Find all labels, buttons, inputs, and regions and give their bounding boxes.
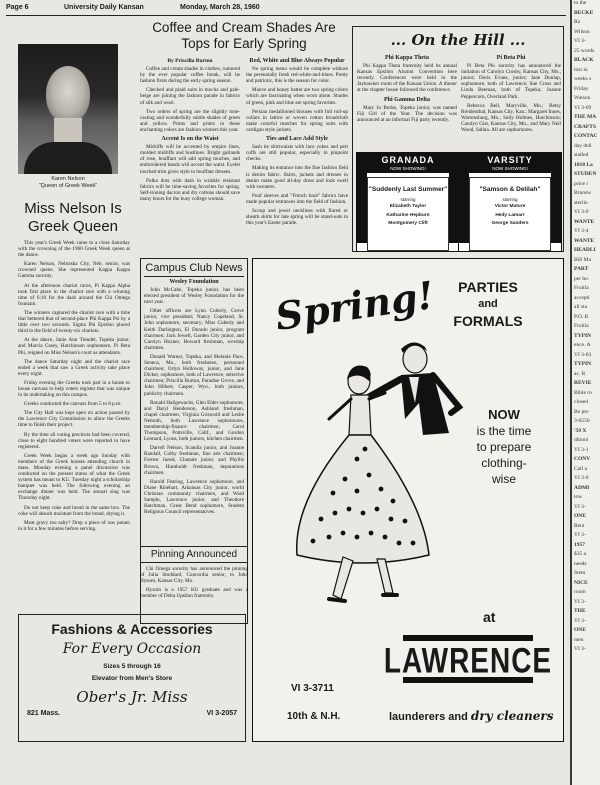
classified-fragment: VI 3-0 bbox=[574, 475, 589, 481]
hill-pbp-heading: Pi Beta Phi bbox=[496, 55, 526, 61]
queen-article bbox=[18, 240, 130, 612]
classified-fragment: to the bbox=[574, 0, 587, 6]
hill-pgd-heading: Phi Gamma Delta bbox=[384, 96, 430, 103]
tagline-part-a: launderers and bbox=[389, 711, 468, 723]
classified-fragment: CONV bbox=[574, 456, 591, 462]
classified-fragment: PART bbox=[574, 266, 589, 272]
coffee-subhead-colors: Red, White and Blue Always Popular bbox=[249, 58, 345, 64]
ad-elevator-text: Elevator from Men's Store bbox=[91, 675, 173, 682]
classified-fragment: $35 a bbox=[574, 551, 587, 557]
coffee-paragraph: Mauve and honey batter are two spring colors which are fascinating when worn alone. Shades of green, pink and blue are spring favorites. bbox=[246, 87, 348, 106]
coffee-byline: By Priscilla Burton bbox=[167, 58, 213, 64]
classified-fragment: BECKE bbox=[574, 9, 594, 16]
classified-fragment: VI 3- bbox=[574, 532, 586, 538]
classified-fragment: VI 3-4 bbox=[574, 228, 589, 234]
varsity-cast-1: Victor Mature bbox=[494, 204, 526, 209]
classified-fragment: accepti bbox=[574, 294, 590, 301]
lawrence-store-name: LAWRENCE bbox=[383, 641, 553, 680]
hill-pbp-text-2: Rebecca Bell, Maryville, Mo.; Betsy Breidenthal, Kansas City, Kan.; Margaret Innes, Warrensburg, Mo.; Sally Holmes, Hutchinson; Carolyn Gist, Kansas City, Mo., and Mary Nell Wood, Salina. All are sophomores. bbox=[461, 102, 561, 134]
classified-fragment: Bible ro bbox=[574, 389, 592, 396]
classified-fragment: VI 3-09 bbox=[574, 104, 592, 111]
hill-pgd-text: Mary Jo Burke, Topeka junior, was named Fiji Girl of the Year. The decision was announced at an informal Fiji party recently. bbox=[357, 104, 457, 123]
granada-cast-3: Montgomery Clift bbox=[388, 221, 428, 226]
classified-fragment: VI 3-1 bbox=[574, 446, 589, 453]
clubs-subhead: Wesley Foundation bbox=[169, 279, 219, 285]
classified-fragment: HEADLI bbox=[574, 247, 596, 253]
classified-fragment: Call a bbox=[574, 465, 587, 472]
queen-paragraph: Friday evening the Greeks took part in a house to house canvass to help voters register that was unique in its undertaking on this campus. bbox=[18, 379, 130, 399]
classified-fragment: Rent bbox=[574, 522, 585, 529]
ad-sizes-text: Sizes 5 through 16 bbox=[103, 663, 161, 670]
classified-fragment: Stem bbox=[574, 570, 586, 576]
classified-fragment: per ho bbox=[574, 275, 588, 282]
parties-text: PARTIES bbox=[458, 279, 518, 295]
queen-paragraph: Karen Nelson, Nebraska City, Neb. senior, was crowned queen. She represented Kappa Kappa Gamma sorority. bbox=[18, 261, 130, 280]
ad-store-name: Ober's Jr. Miss bbox=[76, 688, 188, 706]
now-line: NOW bbox=[488, 407, 520, 422]
classified-fragment: NICE bbox=[574, 579, 588, 586]
hill-title: ... On the Hill ... bbox=[390, 31, 526, 49]
classified-fragment: REVIE bbox=[574, 380, 592, 386]
coffee-column-2 bbox=[246, 56, 348, 256]
classified-fragment: VI 3-63 bbox=[574, 351, 592, 358]
coffee-paragraph: Persian medallioned blouses with full roll-up collars in lattice or woven cotton broadcloth make colorful matches for spring suits with cardigan style jackets. bbox=[246, 108, 348, 133]
varsity-film-title: "Samson & Delilah" bbox=[479, 186, 541, 193]
classified-fragment: ac. R bbox=[574, 370, 586, 377]
classified-fragment: CRAFTS bbox=[574, 123, 597, 130]
classified-fragment: 25 words bbox=[574, 47, 595, 54]
classified-fragment: room bbox=[574, 589, 586, 595]
dancing-couple-illustration bbox=[273, 323, 473, 623]
classified-fragment: TYPIN bbox=[574, 332, 592, 339]
coffee-paragraph: Two orders of spring are the slightly tone-casting and wonderfully subtle shades of green and yellow. Prints and prints in these enchanting colors are fashion winners this year. bbox=[140, 108, 240, 133]
hill-pkt-heading: Phi Kappa Theta bbox=[385, 55, 429, 61]
karen-nelson-photo bbox=[18, 44, 118, 174]
classified-fragment: Friday bbox=[574, 85, 589, 92]
ad-fashions-heading: Fashions & Accessories bbox=[51, 621, 213, 637]
classified-fragment: needs bbox=[574, 560, 587, 567]
classified-fragment: closed bbox=[574, 399, 589, 405]
classified-fragment: TYPIN bbox=[574, 361, 592, 367]
queen-paragraph: Greek Week began a week ago Sunday with members of the Greek houses attending church in mass. Monday evening a panel discussion was conducted on the present status of what the Greek system has meant to KU. Tuesday night a scholarship banquet was held. The following evening an exchange dinner was held. The annual sing was Thursday night. bbox=[18, 452, 130, 502]
now-line: wise bbox=[491, 472, 516, 486]
clubs-paragraph: Donald Warner, Topeka, and Melanie Pace, Seneca, Mo., both freshmen, personnel chairmen; Orlyn Holloway, junior, and Jane Dicker, sophomore, both of Lawrence, selective chairmen; Priscilla Burton, Paradise Grove, and John Hilbert, Casper, Wyo., both juniors, publicity chairmen. bbox=[144, 353, 244, 397]
classified-fragment: Brunsw bbox=[574, 190, 592, 196]
classified-fragment: Fruitla bbox=[574, 323, 589, 329]
classified-fragment: Fruitla bbox=[574, 285, 589, 291]
coffee-column-1 bbox=[140, 56, 240, 256]
coffee-paragraph: Making its entrance into the fine fashion field is denim fabric. Skirts, jackets and dresses in denim make good all-day dress and look swell with sweaters. bbox=[246, 165, 348, 190]
coffee-paragraph: Scoop and jewel necklines with flared or sheath skirts for late spring will be stand-outs in this year's Easter parade. bbox=[246, 207, 348, 227]
obers-fashion-ad bbox=[18, 614, 246, 742]
coffee-paragraph: Sash tie shirtwaists with lace yokes and pert cuffs are still popular, especially in pinpoint checks. bbox=[246, 144, 348, 163]
masthead bbox=[6, 4, 566, 16]
classified-fragment: all sta bbox=[574, 304, 587, 310]
classified-fragment: ONE bbox=[574, 627, 586, 633]
classified-fragment: lost in bbox=[574, 66, 588, 73]
coffee-paragraph: No spring menu would be complete without the perennially fresh red-white-and-blues. Pretty and patriotic, this is the season for color. bbox=[246, 66, 348, 85]
classified-fragment: VI 3- bbox=[574, 503, 586, 510]
tagline-part-b: dry cleaners bbox=[470, 709, 554, 723]
varsity-theater-ad bbox=[458, 152, 562, 252]
coffee-subhead-waist: Accent Is on the Waist bbox=[161, 136, 219, 143]
clubs-paragraph: John McCabe, Topeka junior, has been elected president of Wesley Foundation for the next year. bbox=[144, 287, 244, 306]
caption-title: "Queen of Greek Week" bbox=[38, 182, 98, 189]
now-line: clothing- bbox=[481, 456, 527, 470]
classified-fragment: ADMI bbox=[574, 484, 590, 491]
classified-fragment: STUDEN bbox=[574, 171, 597, 177]
photo-caption bbox=[18, 176, 118, 189]
coffee-subhead-ties: Ties and Lace Add Style bbox=[266, 136, 328, 143]
queen-paragraph: By the time all voting precincts had been covered, close to eight hundred voters were reported to have registered. bbox=[18, 431, 130, 450]
coffee-paragraph: Checked and plaid suits in mocha and pale-beige are joining the fashion parade in fabrics of silk and wool. bbox=[140, 87, 240, 106]
classified-fragment: WANTE bbox=[574, 218, 595, 225]
and-text: and bbox=[478, 298, 498, 310]
clubs-paragraph: Other officers are Lynn Cuberly, Grove junior, vice president; Nancy Copeland, St. John sophomore, secretary; Miss Cuberly and Keith Darlington, El Dorado junior, program chairmen; Jack Jewell, Garden City junior, and Carolyn Hozner, Howard freshman, worship chairmen. bbox=[144, 308, 244, 351]
paper-name: University Daily Kansan bbox=[64, 4, 144, 11]
granada-starring: starring bbox=[400, 197, 416, 202]
granada-cast-2: Katharine Hepburn bbox=[386, 212, 430, 218]
now-line: is the time bbox=[476, 424, 532, 438]
queen-paragraph: Do not keep coke and bread in the same box. The coke will absorb moisture from the bread, drying it. bbox=[18, 504, 130, 517]
clubs-paragraph: Darrell Nelson, Scandia junior, and Joanne Randall, Colby freshman, fine arts chairmen; Forrest Jueed, Chanute junior, and Phyllis Brown, Humboldt freshman, deputations chairmen. bbox=[144, 445, 244, 476]
coffee-paragraph: Coffee and cream shades in clothes, rumored by the ever popular coffee break, will be fashion firsts during the early spring season. bbox=[140, 66, 240, 85]
classified-fragment: Bill Ma bbox=[574, 256, 591, 263]
issue-date: Monday, March 28, 1960 bbox=[180, 4, 260, 11]
classified-fragment: '59 X bbox=[574, 427, 587, 434]
granada-cast-1: Elizabeth Taylor bbox=[389, 204, 427, 209]
clubs-paragraph: Harold Fearing, Lawrence sophomore, and Diane Rinehart, Arkansas City junior, world Christian community chairmen, and Ward Sample, Lawrence junior, and Theodore Hatchman, Great Bend sophomore, Student Religious Council representatives. bbox=[144, 478, 244, 516]
ad-phone: VI 3-2057 bbox=[206, 710, 237, 717]
varsity-cast-3: George Sanders bbox=[491, 221, 529, 226]
classified-fragment: Ra bbox=[574, 19, 581, 25]
queen-paragraph: The dance Saturday night and the chariot race ended a week that saw a Greek activity take place every night. bbox=[18, 358, 130, 377]
granada-theater-ad bbox=[356, 152, 460, 252]
classified-fragment: ONE bbox=[574, 513, 586, 519]
classified-fragment: 3-6550 bbox=[574, 418, 590, 424]
hill-pbp-text: Pi Beta Phi sorority has announced the initiation of Carolyn Crosby, Kansas City, Mo., junior; Doris Evans, junior; Jane Dunlap, sophomore, both of Lawrence; Sue Cross and Linda Beeman, both of Topeka; Joanne Peppercorn, Overland Park. bbox=[461, 63, 561, 100]
classified-fragment: weeks s bbox=[574, 76, 592, 82]
ad-occasion-text: For Every Occasion bbox=[62, 641, 202, 657]
classified-fragment: stalled bbox=[574, 152, 589, 158]
now-line: to prepare bbox=[476, 440, 532, 454]
queen-paragraph: At the dance, Janie Ann Trendel, Topeka junior, and Marcia Casey, Hutchinson sophomore, Pi Beta Phi, reigned on Miss Nelson's court as attendants. bbox=[18, 337, 130, 356]
clubs-paragraph: Ronald Hallgewachs, Glen Elder sophomore, and Daryl Henderson, Ashland freshman, chapel chairmen; Virginia Griswold and Leslie Nemoth, both Lawrence sophomores, membership-finance chairmen; Carol Thompson, Pottsville, Calif., and Gordon Leonard, Lyons, both juniors, kitchen chairmen. bbox=[144, 399, 244, 443]
varsity-name: VARSITY bbox=[459, 153, 561, 166]
classified-fragment: ence. A bbox=[574, 342, 591, 348]
pinning-heading: Pinning Announced bbox=[140, 546, 248, 563]
classified-fragment: VI 3- bbox=[574, 617, 586, 624]
classified-fragment: VI 3- bbox=[574, 38, 586, 44]
ad-address: 821 Mass. bbox=[27, 710, 61, 717]
classified-fragment: THE bbox=[574, 608, 586, 614]
now-is-the-time bbox=[449, 407, 559, 487]
queen-paragraph: At the afternoon chariot races, Pi Kappa Alpha took first place in the chariot race with a winning time of 6:10 for the dash around the Chi Omega fountain. bbox=[18, 282, 130, 307]
queen-paragraph: The City Hall was kept open on action passed by the Lawrence City Commission to allow the Greeks time to finish their project. bbox=[18, 410, 130, 429]
classified-fragment: Wilson bbox=[574, 28, 590, 35]
classified-fragment: day deli bbox=[574, 142, 592, 149]
queen-paragraph: This year's Greek Week came to a close Saturday with the crowning of the 1960 Greek Week queen at the dance. bbox=[18, 240, 130, 259]
classified-fragment: P.O. B bbox=[574, 313, 589, 320]
formals-text: FORMALS bbox=[453, 313, 523, 329]
coffee-headline: Coffee and Cream Shades Are Tops for Early Spring bbox=[152, 20, 336, 51]
classified-fragment: VI 3- bbox=[574, 646, 586, 652]
varsity-cast-2: Hedy Lamarr bbox=[495, 212, 525, 218]
hill-pkt-text: Phi Kappa Theta fraternity held its annual Kansas Epsilon Alumni Convention here recently. Conferences were held in the Jayhawker room of the Kansas Union. A dinner at the chapter house followed the conference. bbox=[357, 63, 457, 94]
classified-fragment: VI 3- bbox=[574, 598, 586, 605]
classified-fragment: 1018 La bbox=[574, 161, 593, 168]
granada-name: GRANADA bbox=[357, 153, 459, 166]
classified-fragment: CONTAC bbox=[574, 133, 598, 139]
classified-fragment: WANTE bbox=[574, 237, 595, 244]
clubs-heading: Campus Club News bbox=[144, 262, 244, 277]
lawrence-logo bbox=[383, 635, 553, 683]
classified-fragment: THE MA bbox=[574, 114, 597, 120]
granada-film-title: "Suddenly Last Summer" bbox=[368, 186, 448, 193]
lawrence-cleaners-ad bbox=[252, 258, 564, 742]
classified-fragment: ditioni bbox=[574, 437, 589, 443]
classified-fragment: VI 3-0 bbox=[574, 209, 589, 215]
classified-fragment: Be pre bbox=[574, 408, 589, 415]
coffee-paragraph: Polka dots with dash in wrinkle resistant fabrics will be time-saving favorites for spring. Self-ironing dacron and dry cottons should save many hours for the busy college woman. bbox=[140, 177, 240, 202]
pinning-paragraph: Chi Omega sorority has announced the pinning of Julia Stoddard, Concordia senior, to John Hysom, Kansas City, Mo. bbox=[140, 566, 248, 585]
classified-fragment: men bbox=[574, 636, 584, 643]
varsity-status: NOW SHOWING! bbox=[459, 166, 561, 173]
classified-fragment: price r bbox=[574, 180, 589, 187]
classified-fragment: sterlin bbox=[574, 199, 588, 206]
at-text: at bbox=[483, 609, 496, 625]
caption-name: Karen Nelson bbox=[51, 176, 85, 182]
pinning-paragraph: Hysom is a 1957 KU graduate and was a member of Delta Upsilon fraternity. bbox=[140, 587, 248, 600]
adjacent-page-classifieds bbox=[572, 0, 600, 785]
lawrence-address: 10th & N.H. bbox=[287, 711, 341, 722]
coffee-paragraph: Pouf sleeves and "French knot" fabrics have made popular entrances into the field of fashion. bbox=[246, 192, 348, 205]
classified-fragment: Watson bbox=[574, 95, 591, 101]
classified-fragment: low bbox=[574, 494, 583, 500]
pinning-announced bbox=[140, 546, 248, 602]
granada-status: NOW SHOWING! bbox=[357, 166, 459, 173]
queen-paragraph: Greeks conducted the canvass from 5 to 8 p.m. bbox=[24, 401, 122, 408]
classified-fragment: 1957 bbox=[574, 541, 585, 548]
queen-headline: Miss Nelson Is Greek Queen bbox=[24, 200, 122, 235]
lawrence-phone: VI 3-3711 bbox=[291, 683, 334, 694]
lawrence-tagline bbox=[389, 709, 554, 723]
queen-paragraph: The winners captured the chariot race with a time that bettered that of second-place Phi Kappa Psi by a little over two seconds. Sigma Phi Epsilon placed third in the field of twenty-six chariots. bbox=[18, 309, 130, 335]
coffee-paragraph: Midriffs will be accented by empire lines, molded midriffs and bustlines. Bright garlands of rose, bouffant will add spring touches, and embroidered bands will accent the waist. Eyelet touched trim gives style to bouffant dresses. bbox=[140, 144, 240, 175]
page-number: Page 6 bbox=[6, 4, 29, 11]
queen-paragraph: Meat gravy too salty? Drop a piece of raw potato in it for a few minutes before serving. bbox=[18, 519, 130, 532]
spring-script: Spring! bbox=[272, 272, 437, 339]
varsity-starring: starring bbox=[502, 197, 518, 202]
classified-fragment: BLACK bbox=[574, 57, 594, 63]
